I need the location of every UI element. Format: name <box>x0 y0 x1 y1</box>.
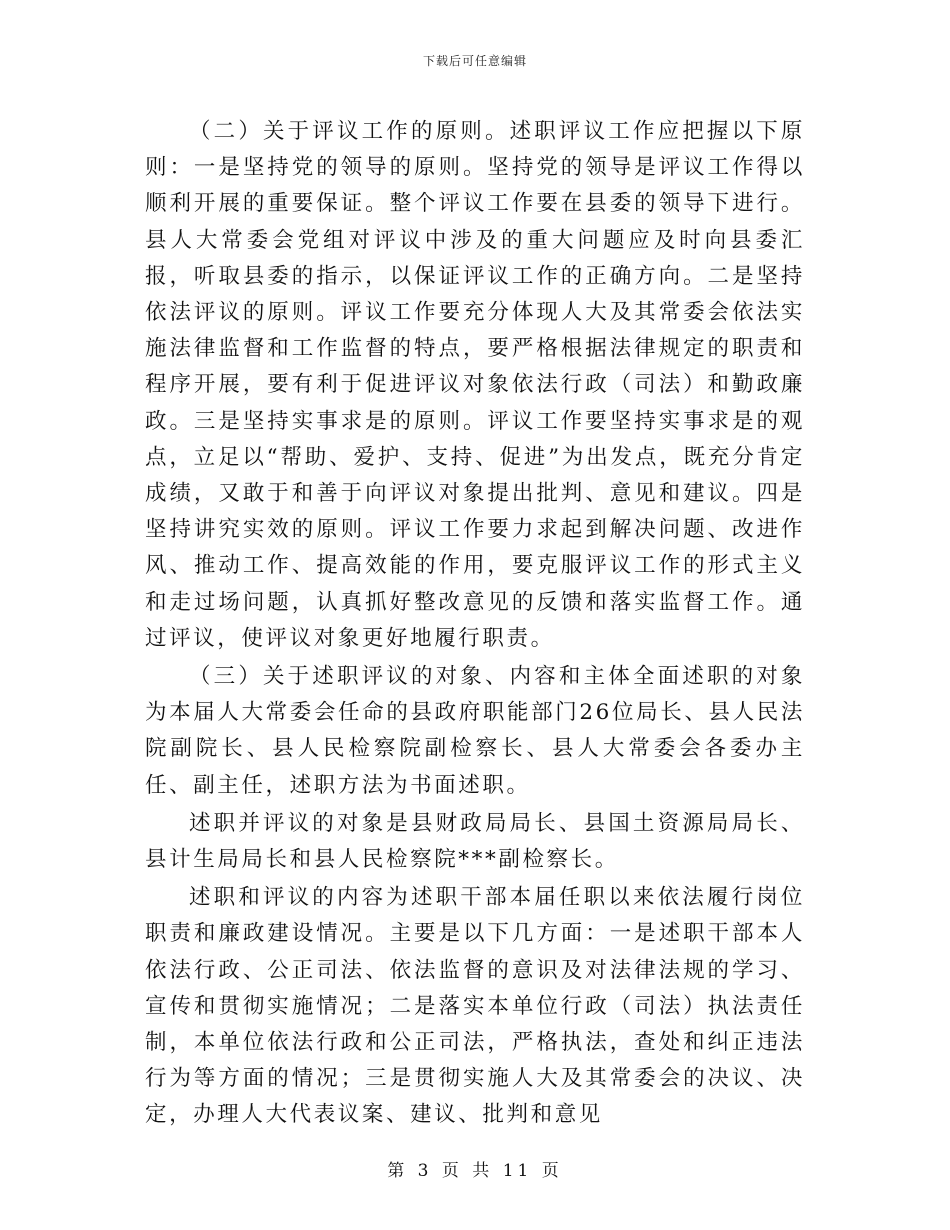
paragraph-review-objects: 述职并评议的对象是县财政局局长、县国土资源局局长、县计生局局长和县人民检察院***副检察长。 <box>145 810 805 873</box>
paragraph-principles: （二）关于评议工作的原则。述职评议工作应把握以下原则：一是坚持党的领导的原则。坚持党的领导是评议工作得以顺利开展的重要保证。整个评议工作要在县委的领导下进行。县人大常委会党组对评议中涉及的重大问题应及时向县委汇报，听取县委的指示，以保证评议工作的正确方向。二是坚持依法评议的原则。评议工作要充分体现人大及其常委会依法实施法律监督和工作监督的特点，要严格根据法律规定的职责和程序开展，要有利于促进评议对象依法行政（司法）和勤政廉政。三是坚持实事求是的原则。评议工作要坚持实事求是的观点，立足以“帮助、爱护、支持、促进”为出发点，既充分肯定成绩，又敢于和善于向评议对象提出批判、意见和建议。四是坚持讲究实效的原则。评议工作要力求起到解决问题、改进作风、推动工作、提高效能的作用，要克服评议工作的形式主义和走过场问题，认真抓好整改意见的反馈和落实监督工作。通过评议，使评议对象更好地履行职责。 <box>145 119 805 651</box>
paragraph-objects-content: （三）关于述职评议的对象、内容和主体全面述职的对象为本届人大常委会任命的县政府职能部门26位局长、县人民法院副院长、县人民检察院副检察长、县人大常委会各委办主任、副主任，述职方法为书面述职。 <box>145 664 805 798</box>
page-footer: 第 3 页 共 11 页 <box>387 1161 563 1181</box>
document-body <box>145 114 805 1136</box>
page-header: 下载后可任意编辑 <box>422 54 527 68</box>
paragraph-review-content: 述职和评议的内容为述职干部本届任职以来依法履行岗位职责和廉政建设情况。主要是以下几方面：一是述职干部本人依法行政、公正司法、依法监督的意识及对法律法规的学习、宣传和贯彻实施情况；二是落实本单位行政（司法）执法责任制，本单位依法行政和公正司法，严格执法，查处和纠正违法行为等方面的情况；三是贯彻实施人大及其常委会的决议、决定，办理人大代表议案、建议、批判和意见 <box>145 885 805 1128</box>
